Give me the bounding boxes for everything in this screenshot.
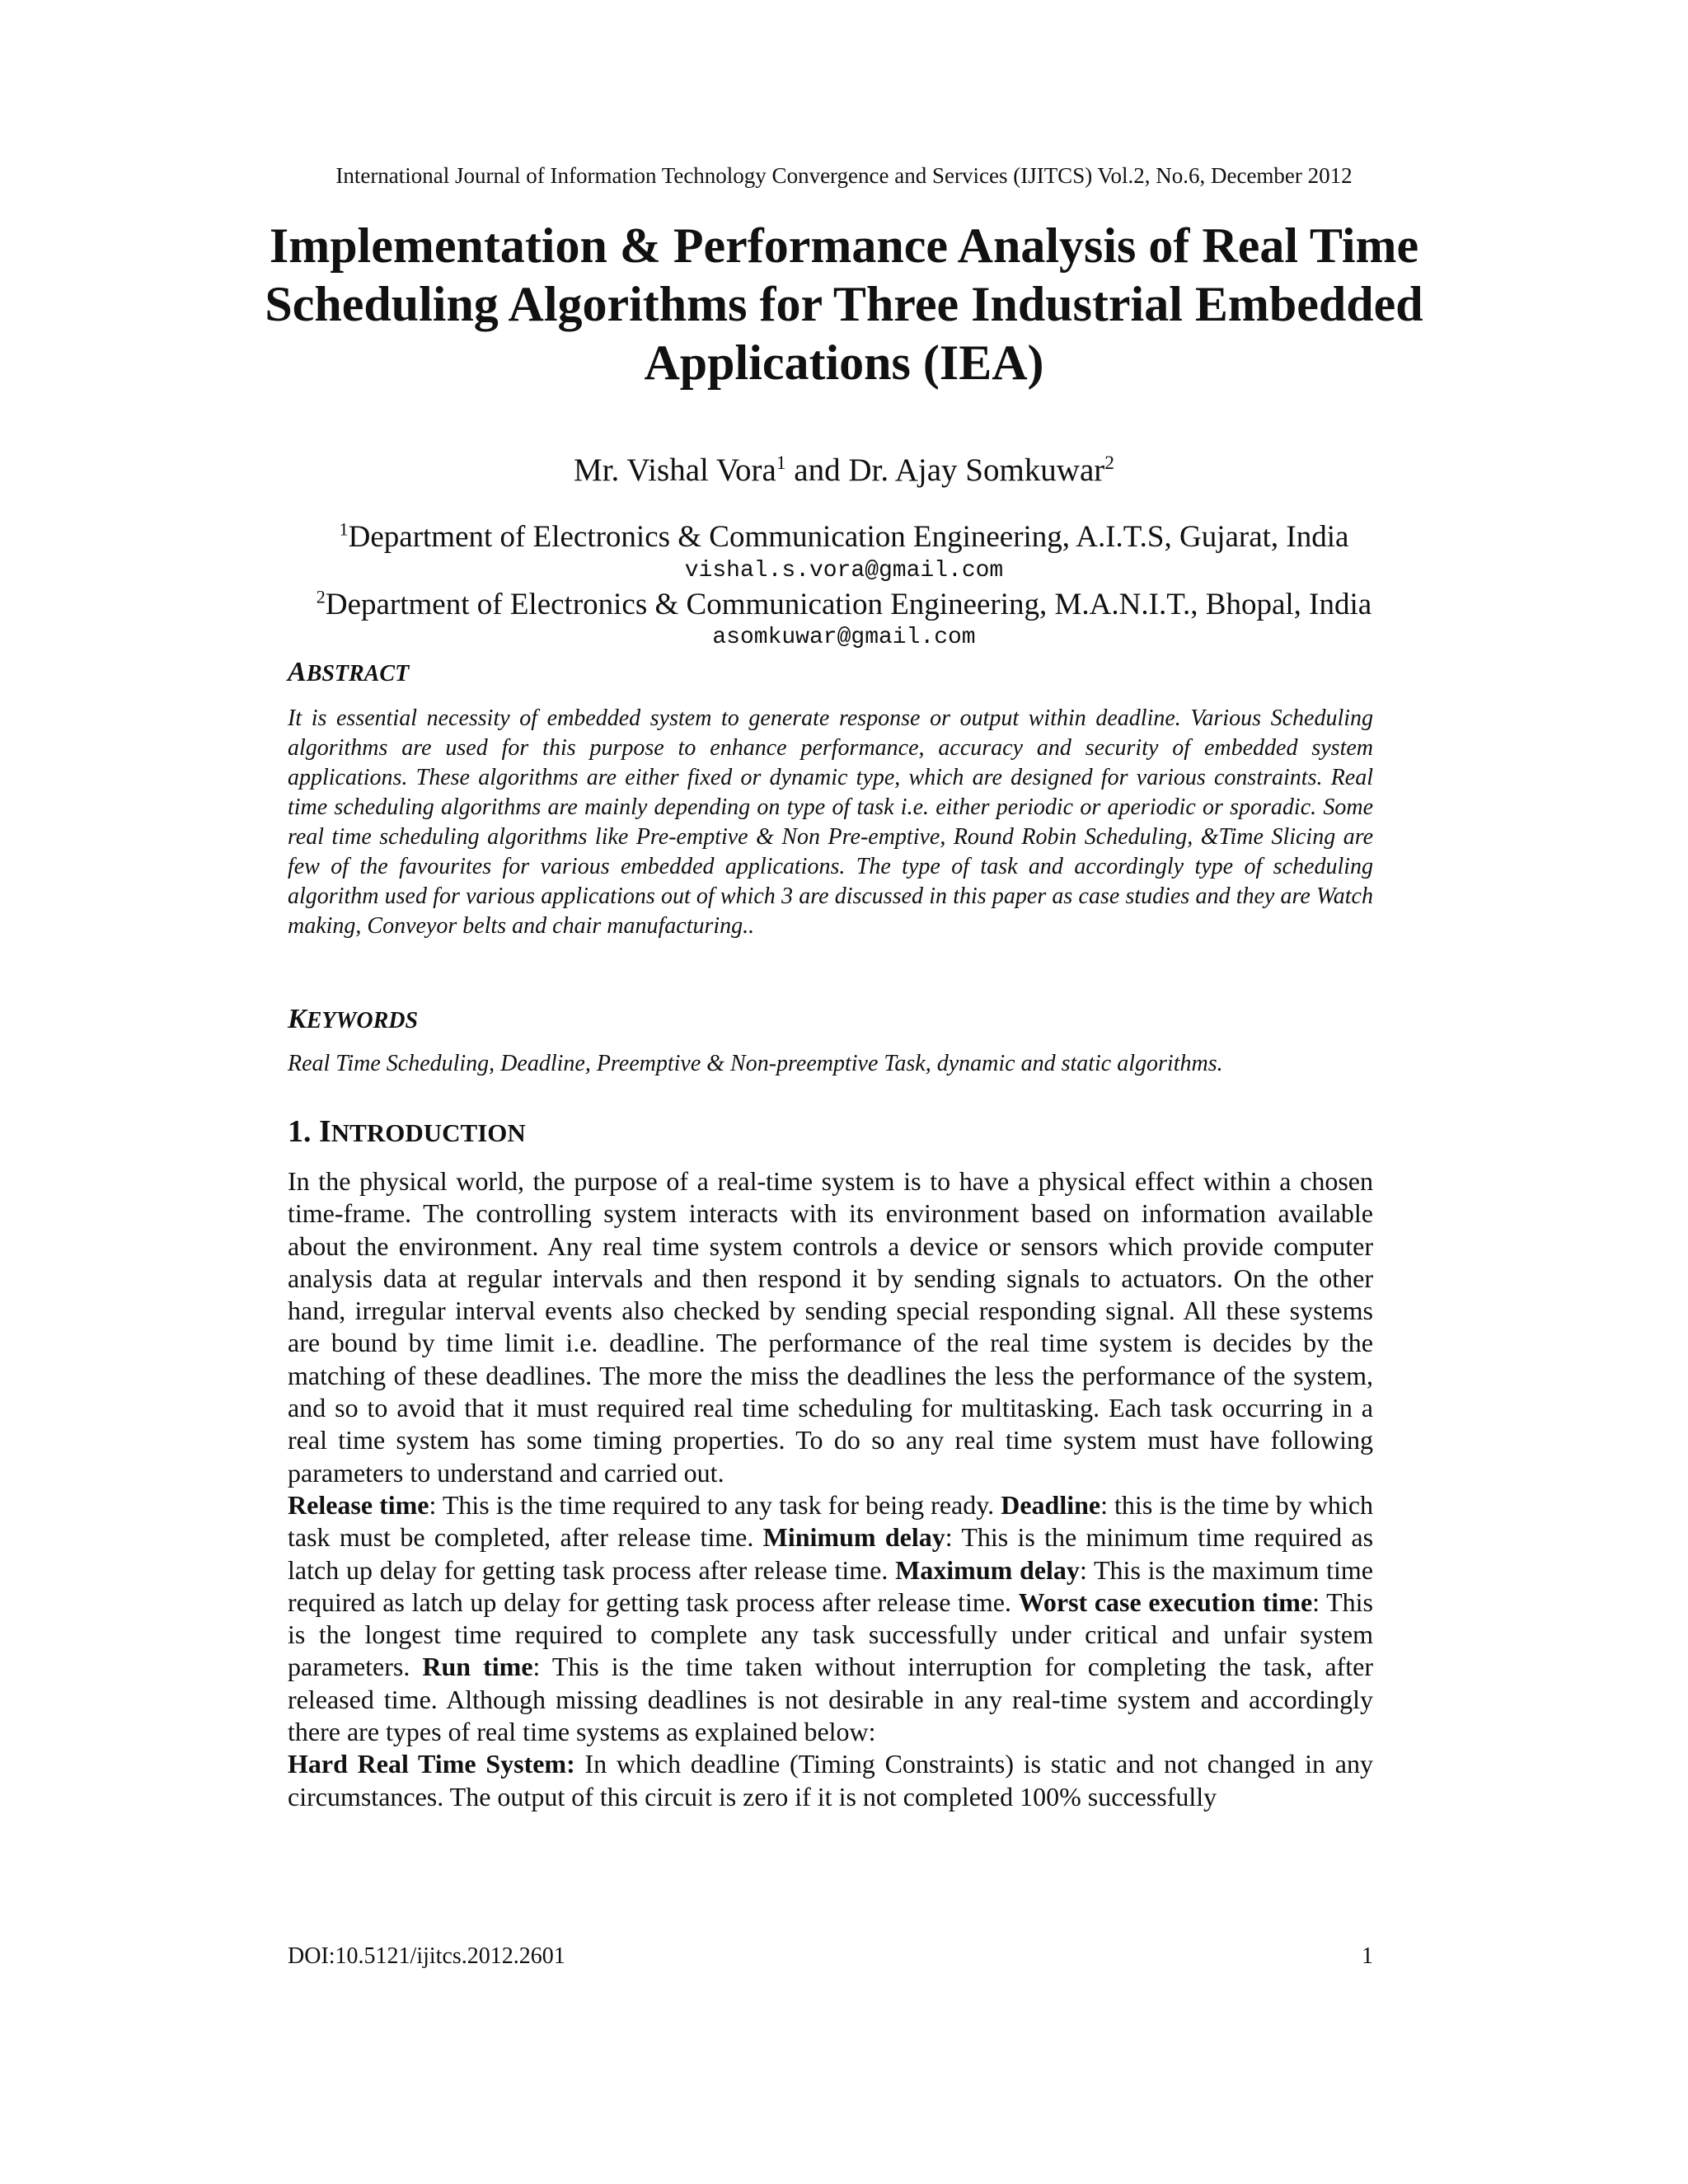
journal-header: International Journal of Information Technology Convergence and Services (IJITCS) Vol.2, No.6, December 2012 xyxy=(335,163,1353,188)
author-2-name: Dr. Ajay Somkuwar xyxy=(848,452,1105,488)
introduction-heading-rest: NTRODUCTION xyxy=(331,1118,526,1147)
introduction-body xyxy=(288,1165,1373,1813)
author-1-name: Mr. Vishal Vora xyxy=(574,452,776,488)
author-connector: and xyxy=(785,452,849,488)
affiliation-1-text: Department of Electronics & Communication Engineering, A.I.T.S, Gujarat, India xyxy=(348,520,1349,554)
term-worst-case-execution-time: Worst case execution time xyxy=(1018,1586,1313,1617)
affiliation-1-superscript: 1 xyxy=(339,518,349,540)
def-release-time: : This is the time required to any task for being ready. xyxy=(429,1489,1001,1520)
affiliation-1-email: vishal.s.vora@gmail.com xyxy=(684,558,1004,583)
abstract-heading xyxy=(288,656,409,691)
def-run-time: : This is the time taken without interruption for completing the task, after released time. Although missing deadlines is not desirable in any real-time system and accordingly there are types of real time systems as explained below: xyxy=(288,1652,1374,1747)
abstract-heading-initial: A xyxy=(288,657,307,687)
def-worst-case-execution-time: : This is the longest time required to complete any task successfully under critical and unfair system parameters. xyxy=(288,1586,1374,1682)
author-2-superscript: 2 xyxy=(1104,452,1114,474)
term-run-time: Run time xyxy=(422,1652,533,1682)
abstract-body: It is essential necessity of embedded system to generate response or output within deadline. Various Scheduling algorithms are used for this purpose to enhance performance, accuracy and security of embedded system applications. These algorithms are either fixed or dynamic type, which are designed for various constraints. Real time scheduling algorithms are mainly depending on type of task i.e. either periodic or aperiodic or sporadic. Some real time scheduling algorithms like Pre-emptive & Non Pre-emptive, Round Robin Scheduling, &Time Slicing are few of the favourites for various embedded applications. The type of task and accordingly type of scheduling algorithm used for various applications out of which 3 are discussed in this paper as case studies and they are Watch making, Conveyor belts and chair manufacturing.. xyxy=(288,705,1373,939)
intro-paragraph-2 xyxy=(288,1489,1373,1748)
term-maximum-delay: Maximum delay xyxy=(895,1554,1080,1585)
def-minimum-delay: : This is the minimum time required as latch up delay for getting task process after release time. xyxy=(288,1522,1374,1585)
affiliation-2 xyxy=(0,587,1688,623)
introduction-heading-initial: I xyxy=(319,1114,331,1149)
author-1-superscript: 1 xyxy=(776,452,786,474)
term-release-time: Release time xyxy=(288,1489,429,1520)
affiliation-2-email: asomkuwar@gmail.com xyxy=(712,625,976,650)
def-hard-real-time-system: In which deadline (Timing Constraints) is static and not changed in any circumstances. The output of this circuit is zero if it is not completed 100% successfully xyxy=(288,1749,1374,1811)
keywords-heading-rest: EYWORDS xyxy=(306,1008,419,1033)
intro-paragraph-3 xyxy=(288,1748,1373,1813)
keywords-heading xyxy=(288,1003,418,1038)
affiliation-2-superscript: 2 xyxy=(316,586,326,607)
def-maximum-delay: : This is the maximum time required as latch up delay for getting task process after release time. xyxy=(288,1554,1374,1617)
paper-title: Implementation & Performance Analysis of Real Time Scheduling Algorithms for Three Industrial Embedded Applications (IEA) xyxy=(265,218,1423,390)
footer-doi: DOI:10.5121/ijitcs.2012.2601 xyxy=(288,1943,565,1969)
keywords-heading-initial: K xyxy=(288,1004,307,1034)
intro-paragraph-1: In the physical world, the purpose of a real-time system is to have a physical effect within a chosen time-frame. The controlling system interacts with its environment based on information available about the environment. Any real time system controls a device or sensors which provide computer analysis data at regular intervals and then respond it by sending signals to actuators. On the other hand, irregular interval events also checked by sending special responding signal. All these systems are bound by time limit i.e. deadline. The performance of the real time system is decides by the matching of these deadlines. The more the miss the deadlines the less the performance of the system, and so to avoid that it must required real time scheduling for multitasking. Each task occurring in a real time system has some timing properties. To do so any real time system must have following parameters to understand and carried out. xyxy=(288,1166,1373,1488)
affiliation-2-text: Department of Electronics & Communication Engineering, M.A.N.I.T., Bhopal, India xyxy=(325,588,1372,621)
author-line xyxy=(0,452,1688,490)
keywords-body: Real Time Scheduling, Deadline, Preemptive & Non-preemptive Task, dynamic and static algorithms. xyxy=(288,1051,1223,1076)
term-minimum-delay: Minimum delay xyxy=(762,1522,945,1553)
term-hard-real-time-system: Hard Real Time System: xyxy=(288,1749,575,1779)
page-number: 1 xyxy=(1362,1943,1373,1969)
introduction-heading xyxy=(288,1113,526,1152)
abstract-heading-rest: BSTRACT xyxy=(306,661,410,687)
term-deadline: Deadline xyxy=(1001,1489,1101,1520)
def-deadline: : this is the time by which task must be completed, after release time. xyxy=(288,1489,1374,1553)
section-number: 1. xyxy=(288,1114,319,1149)
affiliation-1 xyxy=(0,519,1688,555)
